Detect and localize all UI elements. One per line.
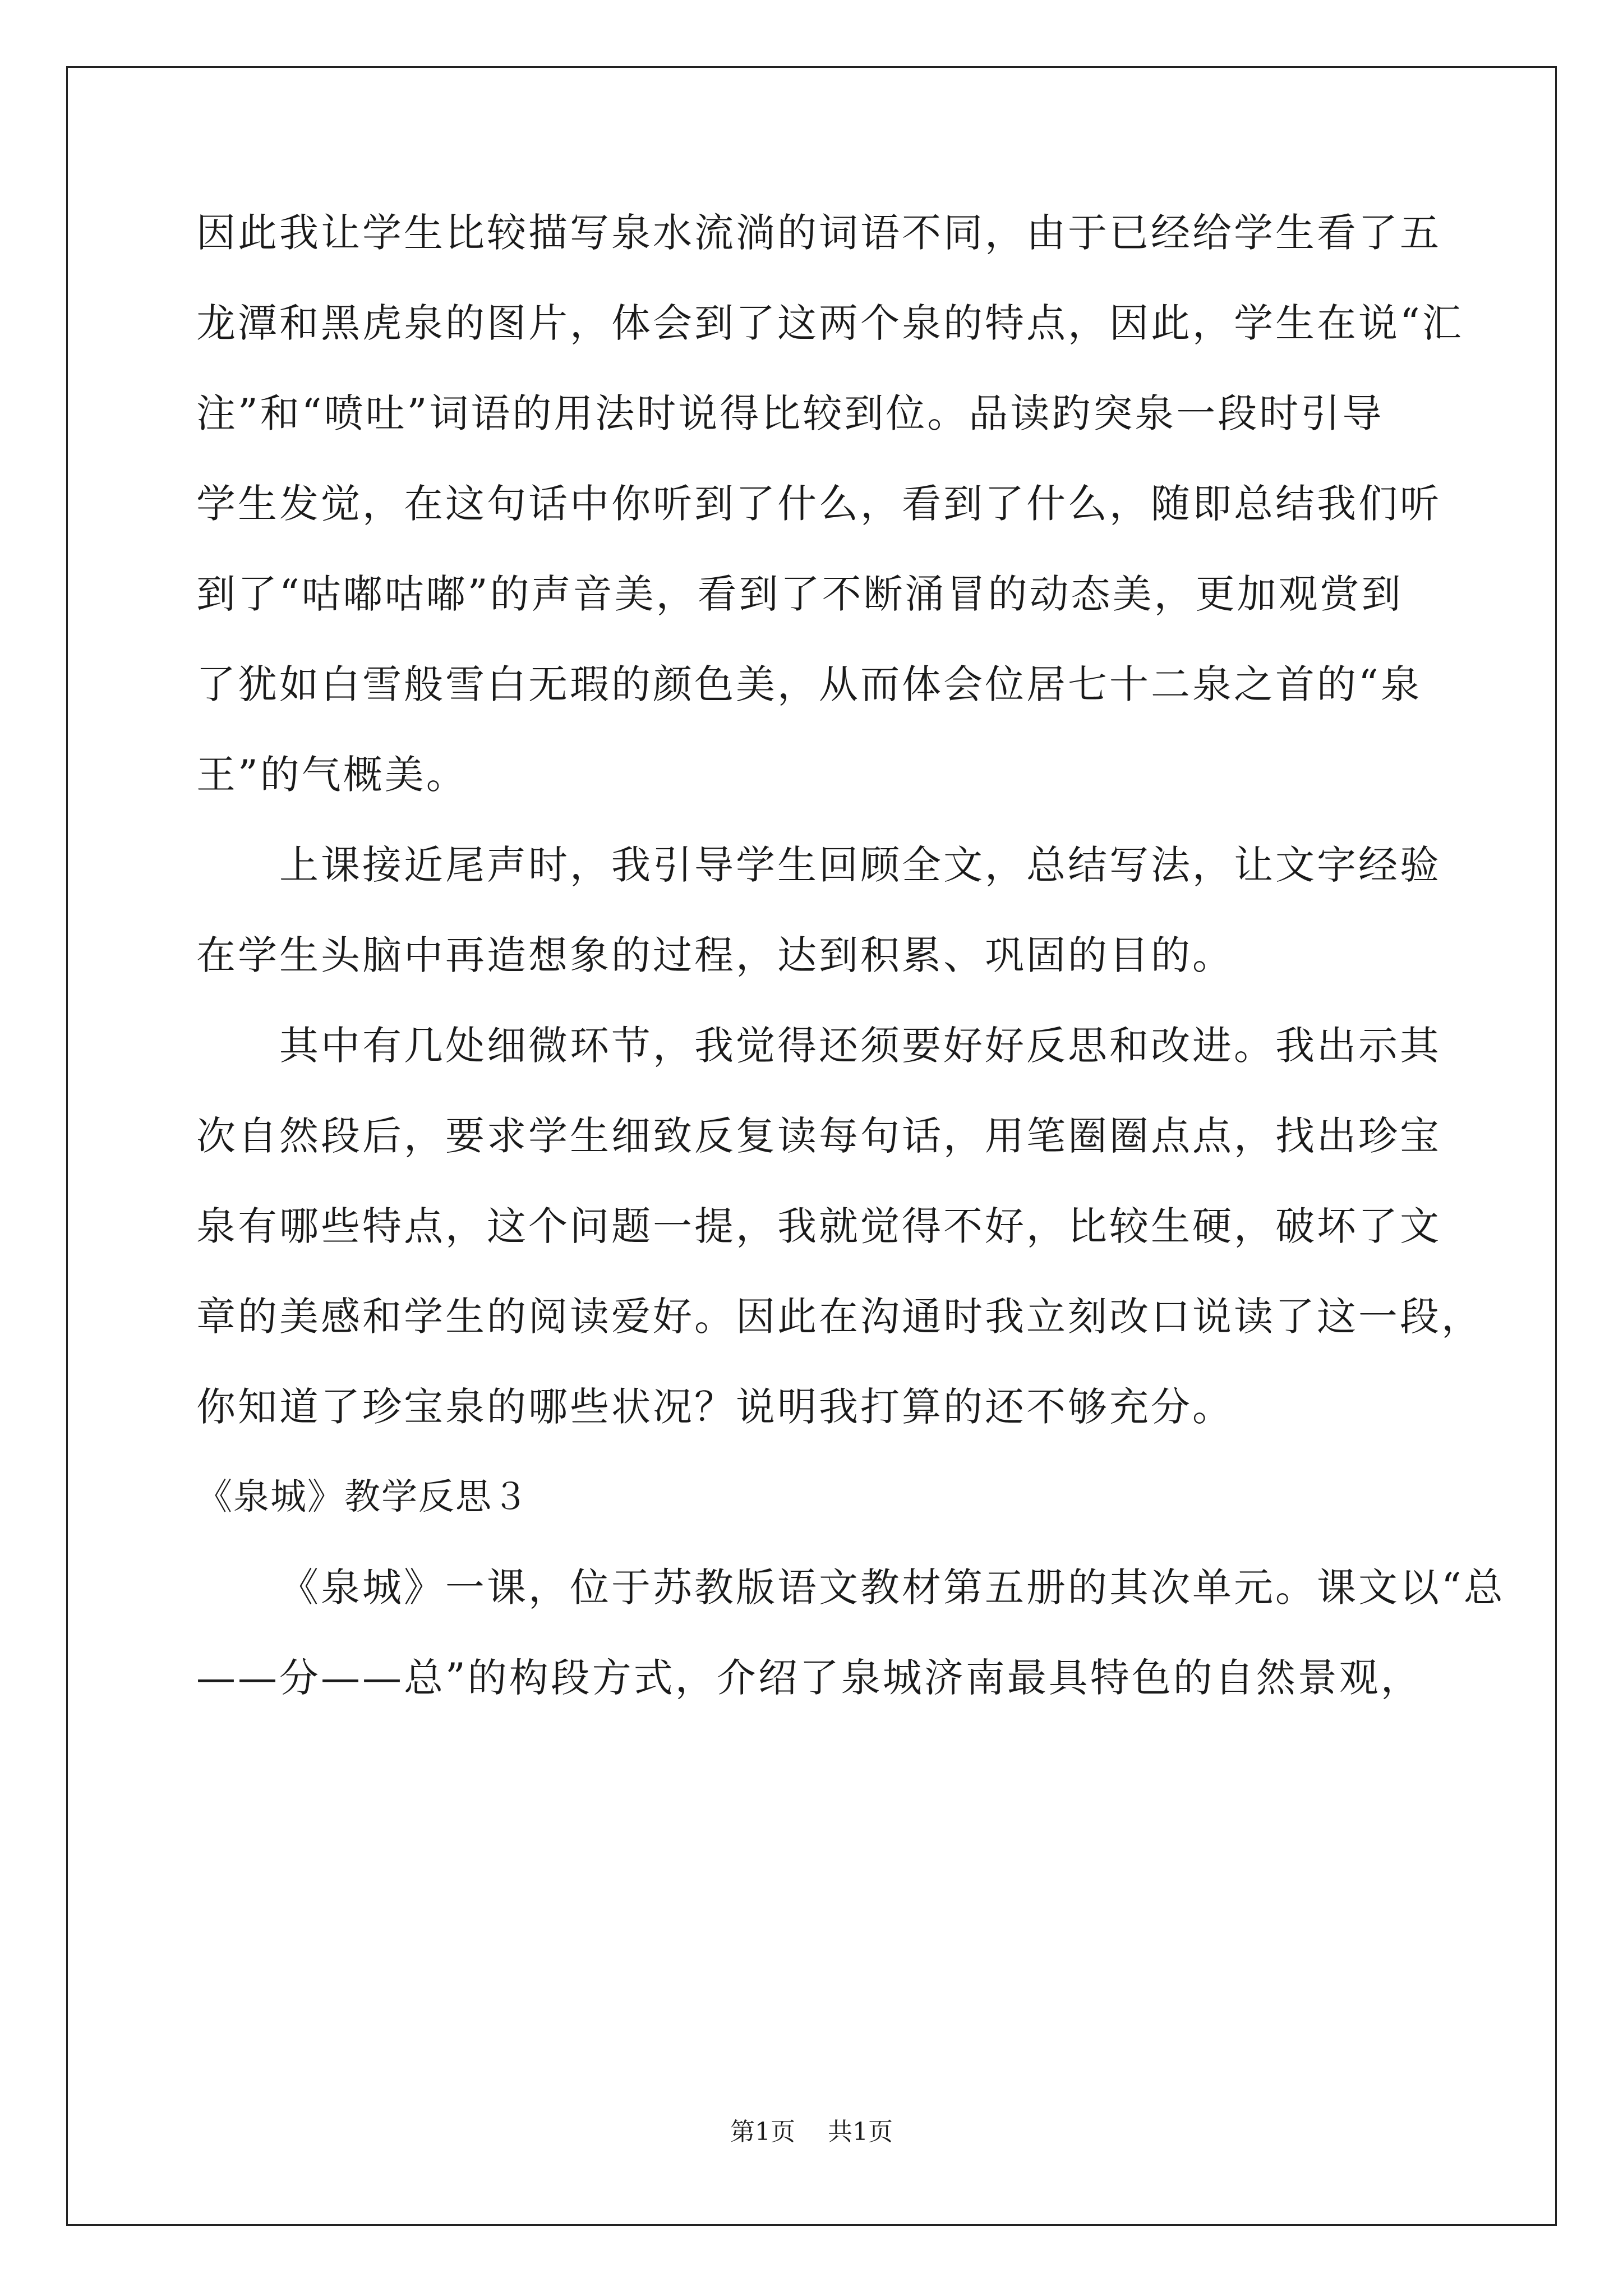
text-line: 你知道了珍宝泉的哪些状况？说明我打算的还不够充分。 xyxy=(196,1384,1234,1430)
text-line: 学生发觉，在这句话中你听到了什么，看到了什么，随即总结我们听 xyxy=(196,481,1441,527)
paragraph-start-line: 上课接近尾声时，我引导学生回顾全文，总结写法，让文字经验 xyxy=(279,842,1441,888)
text-line: 次自然段后，要求学生细致反复读每句话，用笔圈圈点点，找出珍宝 xyxy=(196,1113,1441,1159)
text-line: 在学生头脑中再造想象的过程，达到积累、巩固的目的。 xyxy=(196,932,1234,978)
paragraph-start-line: 其中有几处细微环节，我觉得还须要好好反思和改进。我出示其 xyxy=(279,1023,1441,1069)
text-line: ——分——总”的构段方式，介绍了泉城济南最具特色的自然景观， xyxy=(196,1655,1422,1701)
document-body xyxy=(196,210,1505,1749)
paragraph-start-line: 《泉城》一课，位于苏教版语文教材第五册的其次单元。课文以“总 xyxy=(279,1565,1505,1611)
text-line: 到了“咕嘟咕嘟”的声音美，看到了不断涌冒的动态美，更加观赏到 xyxy=(196,571,1403,617)
section-title: 《泉城》教学反思３ xyxy=(196,1476,529,1518)
text-line: 龙潭和黑虎泉的图片，体会到了这两个泉的特点，因此，学生在说“汇 xyxy=(196,300,1464,346)
text-line: 王”的气概美。 xyxy=(196,752,468,798)
page-number-current: 第1页 xyxy=(730,2118,795,2146)
text-line: 了犹如白雪般雪白无瑕的颜色美，从而体会位居七十二泉之首的“泉 xyxy=(196,661,1422,707)
text-line: 章的美感和学生的阅读爱好。因此在沟通时我立刻改口说读了这一段， xyxy=(196,1294,1483,1340)
page-number-total: 共1页 xyxy=(828,2118,893,2146)
text-line: 注”和“喷吐”词语的用法时说得比较到位。品读趵突泉一段时引导 xyxy=(196,390,1384,436)
page-footer xyxy=(0,2118,1623,2146)
text-line: 泉有哪些特点，这个问题一提，我就觉得不好，比较生硬，破坏了文 xyxy=(196,1203,1441,1249)
text-line: 因此我让学生比较描写泉水流淌的词语不同，由于已经给学生看了五 xyxy=(196,210,1441,256)
